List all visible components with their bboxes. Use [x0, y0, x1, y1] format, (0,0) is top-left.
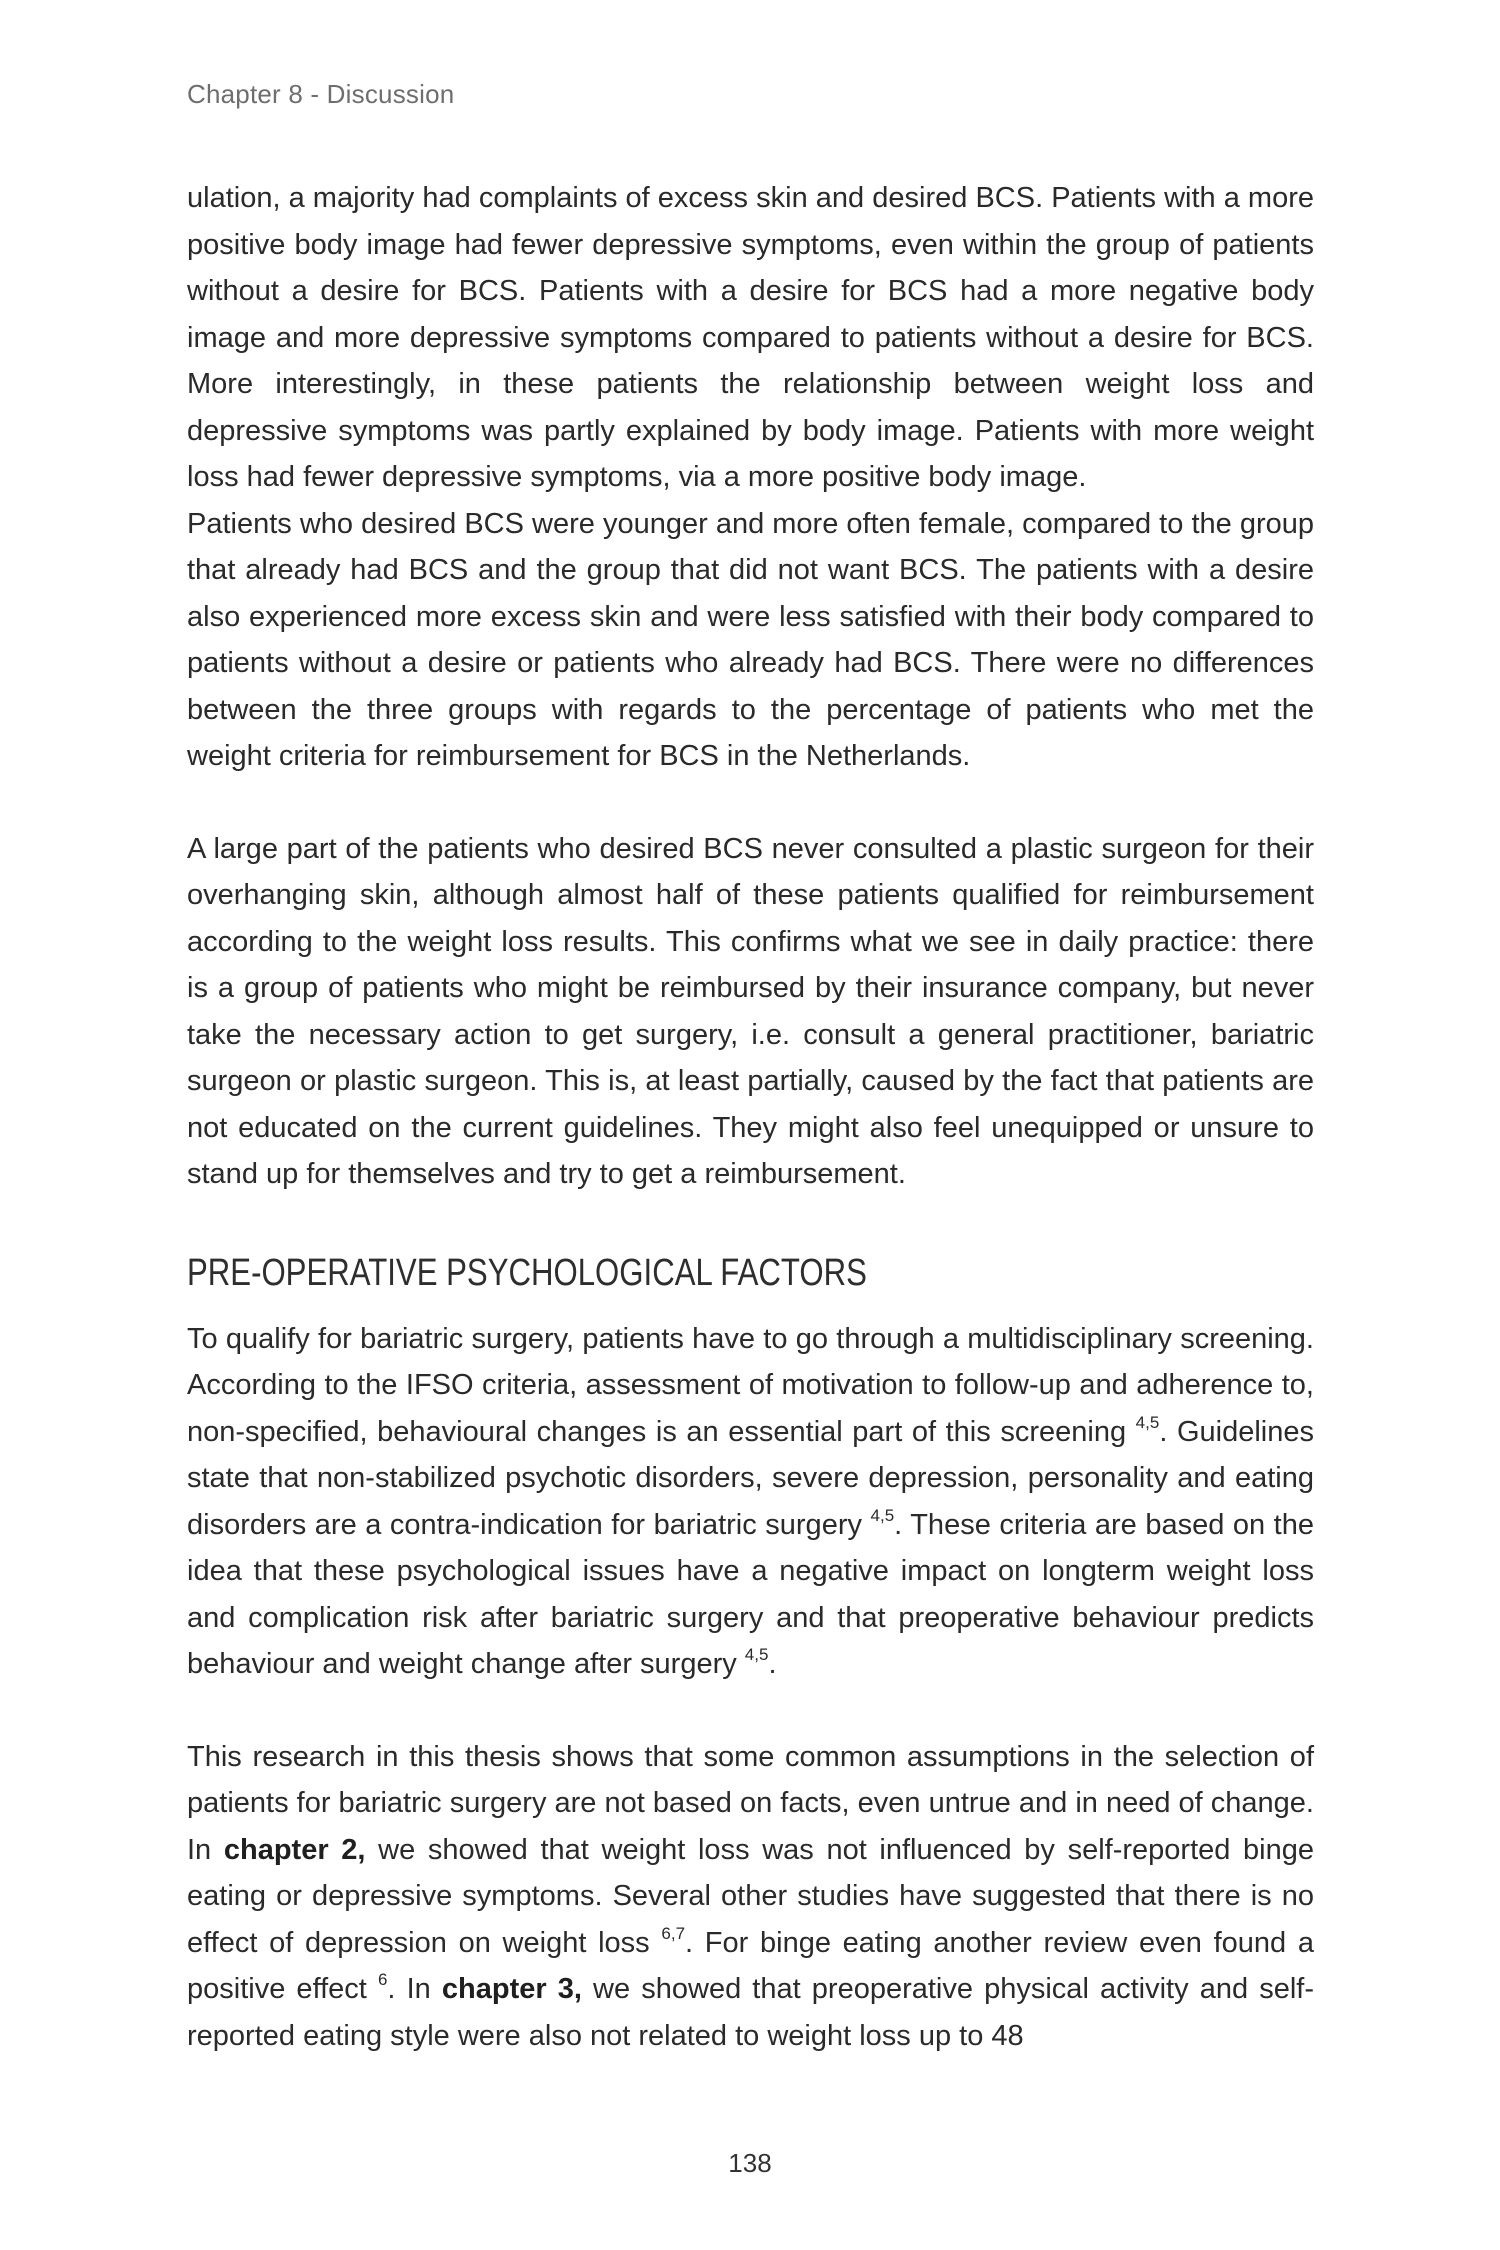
- citation: 6: [377, 1970, 388, 1990]
- citation: 6,7: [661, 1923, 686, 1943]
- text-span: . In: [387, 1973, 442, 2005]
- section-heading: PRE-OPERATIVE PSYCHOLOGICAL FACTORS: [187, 1251, 867, 1294]
- text-span: .: [768, 1648, 777, 1680]
- paragraph-5: [187, 1734, 1314, 2060]
- citation: 4,5: [744, 1645, 769, 1665]
- text-span: we showed that weight loss was not influenced by self-reported binge eating or depressive symptoms. Several other studies have suggested that there is no effect of depression on weight loss: [187, 1833, 1315, 1959]
- text-span: . These criteria are based on the idea that these psychological issues have a negative impact on longterm weight loss and complication risk after bariatric surgery and that preoperative behaviour predicts behaviour and weight change after surgery: [187, 1508, 1314, 1680]
- citation: 4,5: [1135, 1412, 1160, 1432]
- body-text: [187, 175, 1314, 2059]
- page-number: 138: [728, 2148, 772, 2178]
- text-span: This research in this thesis shows that some common assumptions in the selection of patients for bariatric surgery are not based on facts, even untrue and in need of change. In: [187, 1740, 1314, 1866]
- paragraph-4: [187, 1316, 1314, 1688]
- chapter-reference: chapter 3,: [441, 1973, 582, 2005]
- paragraph-3: A large part of the patients who desired BCS never consulted a plastic surgeon for their overhanging skin, although almost half of these patients qualified for reimbursement according to the weight loss results. This confirms what we see in daily practice: there is a group of patients who might be reimbursed by their insurance company, but never take the necessary action to get surgery, i.e. consult a general practitioner, bariatric surgeon or plastic surgeon. This is, at least partially, caused by the fact that patients are not educated on the current guidelines. They might also feel unequipped or unsure to stand up for themselves and try to get a reimbursement.: [187, 832, 1314, 1190]
- paragraph-1: ulation, a majority had complaints of excess skin and desired BCS. Patients with a more positive body image had fewer depressive symptoms, even within the group of patients without a desire for BCS. Patients with a desire for BCS had a more negative body image and more depressive symptoms compared to patients without a desire for BCS. More interestingly, in these patients the relationship between weight loss and depressive symptoms was partly explained by body image. Patients with more weight loss had fewer depressive symptoms, via a more positive body image.: [187, 182, 1314, 493]
- text-span: we showed that preoperative physical activity and self-reported eating style were also not related to weight loss up to 48: [187, 1973, 1315, 2052]
- paragraph-gap: [187, 780, 1314, 826]
- citation: 4,5: [870, 1505, 895, 1525]
- paragraph-2: Patients who desired BCS were younger and more often female, compared to the group that already had BCS and the group that did not want BCS. The patients with a desire also experienced more excess skin and were less satisfied with their body compared to patients without a desire or patients who already had BCS. There were no differences between the three groups with regards to the percentage of patients who met the weight criteria for reimbursement for BCS in the Netherlands.: [187, 507, 1314, 772]
- chapter-reference: chapter 2,: [223, 1833, 366, 1866]
- text-span: To qualify for bariatric surgery, patients have to go through a multidisciplinary screening. According to the IFSO criteria, assessment of motivation to follow-up and adherence to, non-specified, behavioural changes is an essential part of this screening: [187, 1322, 1314, 1448]
- text-span: . Guidelines state that non-stabilized psychotic disorders, severe depression, personality and eating disorders are a contra-indication for bariatric surgery: [187, 1415, 1314, 1541]
- running-header: Chapter 8 - Discussion: [187, 79, 455, 109]
- paragraph-gap: [187, 1688, 1314, 1734]
- text-span: . For binge eating another review even found a positive effect: [187, 1926, 1314, 2005]
